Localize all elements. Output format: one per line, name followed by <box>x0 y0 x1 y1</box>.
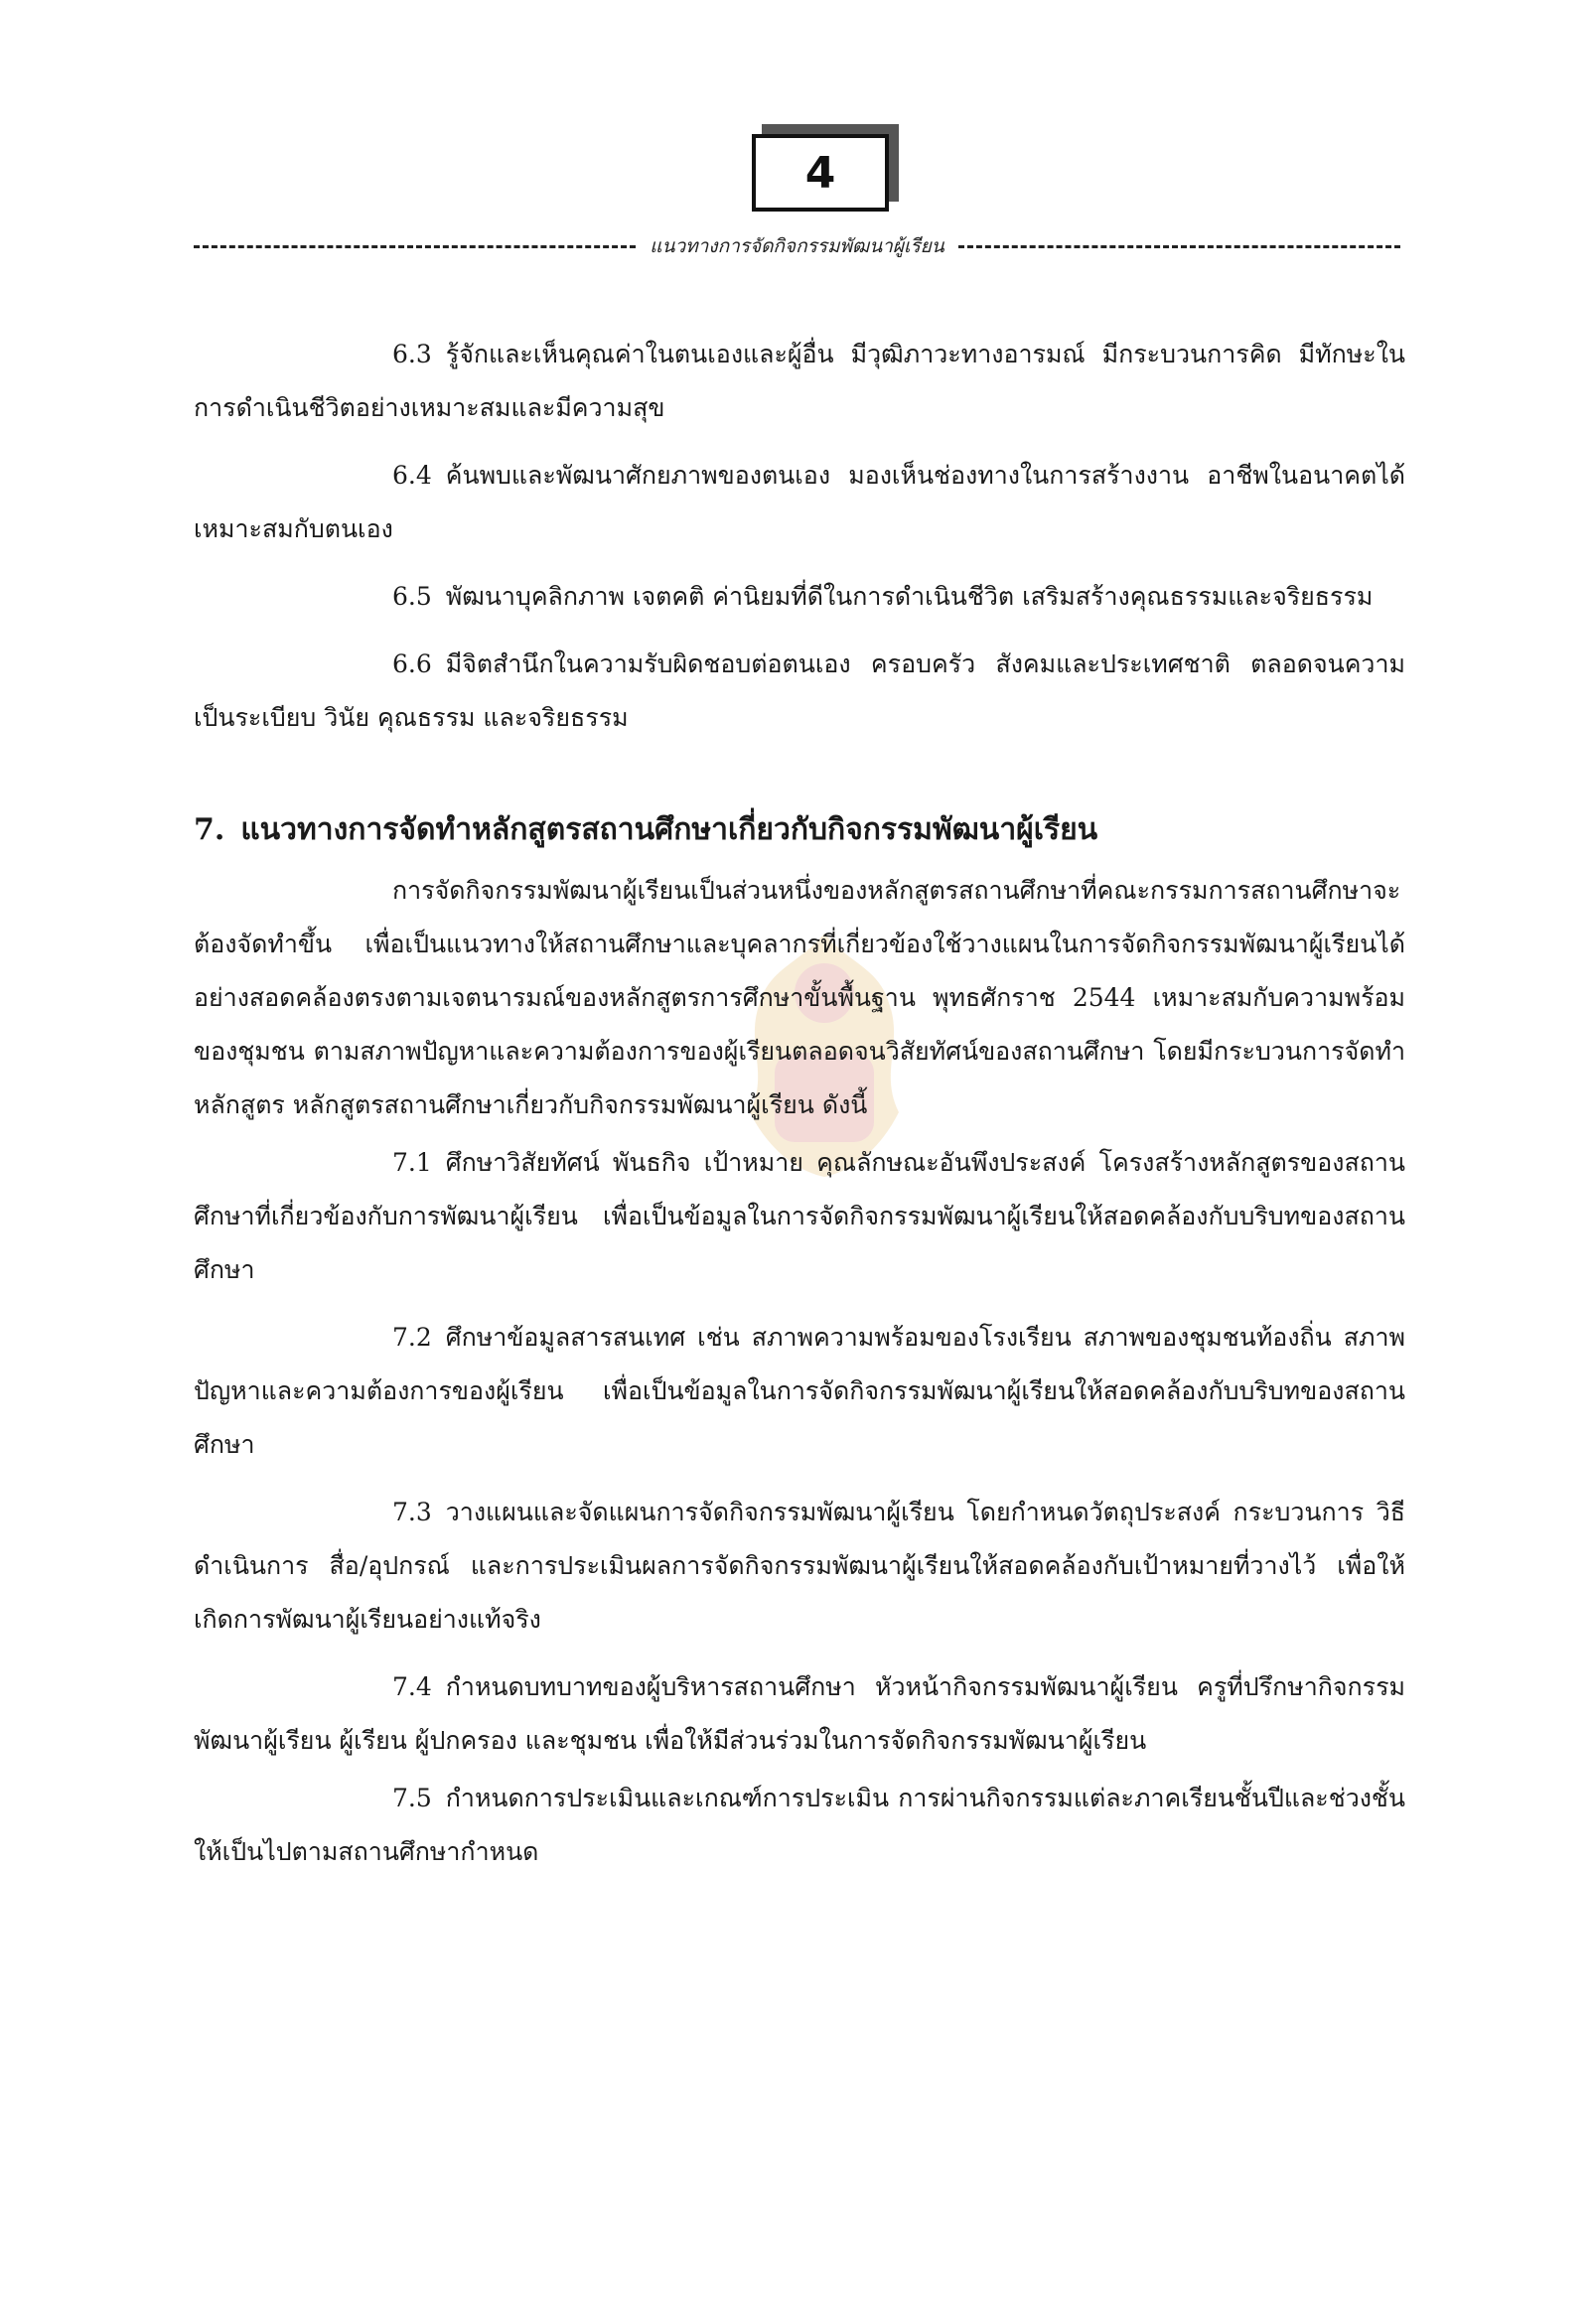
header-divider-right <box>958 245 1400 248</box>
item-6-6: 6.6 มีจิตสำนึกในความรับผิดชอบต่อตนเอง ครอบครัว สังคมและประเทศชาติ ตลอดจนความเป็นระเบียบ วินัย คุณธรรม และจริยธรรม <box>194 649 1405 732</box>
header-title: แนวทางการจัดกิจกรรมพัฒนาผู้เรียน <box>650 235 944 257</box>
item-6-4: 6.4 ค้นพบและพัฒนาศักยภาพของตนเอง มองเห็นช่องทางในการสร้างงาน อาชีพในอนาคตได้เหมาะสมกับตนเอง <box>194 461 1405 543</box>
section-7-intro: การจัดกิจกรรมพัฒนาผู้เรียนเป็นส่วนหนึ่งของหลักสูตรสถานศึกษาที่คณะกรรมการสถานศึกษาจะต้องจัดทำขึ้น เพื่อเป็นแนวทางให้สถานศึกษาและบุคลากรที่เกี่ยวข้องใช้วางแผนในการจัดกิจกรรมพัฒนาผู้เรียนได้อย่างสอดคล้องตรงตามเจตนารมณ์ของหลักสูตรการศึกษาขั้นพื้นฐาน พุทธศักราช 2544 เหมาะสมกับความพร้อมของชุมชน ตามสภาพปัญหาและความต้องการของผู้เรียนตลอดจนวิสัยทัศน์ของสถานศึกษา โดยมีกระบวนการจัดทำหลักสูตร หลักสูตรสถานศึกษาเกี่ยวกับกิจกรรมพัฒนาผู้เรียน ดังนี้ <box>194 876 1405 1119</box>
document-body <box>194 328 1405 1893</box>
page-number: 4 <box>804 147 836 199</box>
item-7-2: 7.2 ศึกษาข้อมูลสารสนเทศ เช่น สภาพความพร้อมของโรงเรียน สภาพของชุมชนท้องถิ่น สภาพปัญหาและความต้องการของผู้เรียน เพื่อเป็นข้อมูลในการจัดกิจกรรมพัฒนาผู้เรียนให้สอดคล้องกับบริบทของสถานศึกษา <box>194 1323 1405 1459</box>
item-6-5: 6.5 พัฒนาบุคลิกภาพ เจตคติ ค่านิยมที่ดีในการดำเนินชีวิต เสริมสร้างคุณธรรมและจริยธรรม <box>392 582 1374 611</box>
item-7-5: 7.5 กำหนดการประเมินและเกณฑ์การประเมิน การผ่านกิจกรรมแต่ละภาคเรียนชั้นปีและช่วงชั้นให้เป็นไปตามสถานศึกษากำหนด <box>194 1784 1405 1866</box>
page-number-box <box>752 134 889 212</box>
item-6-3: 6.3 รู้จักและเห็นคุณค่าในตนเองและผู้อื่น มีวุฒิภาวะทางอารมณ์ มีกระบวนการคิด มีทักษะในการดำเนินชีวิตอย่างเหมาะสมและมีความสุข <box>194 340 1405 422</box>
section-7-heading: 7. แนวทางการจัดทำหลักสูตรสถานศึกษาเกี่ยวกับกิจกรรมพัฒนาผู้เรียน <box>194 812 1098 847</box>
item-7-1: 7.1 ศึกษาวิสัยทัศน์ พันธกิจ เป้าหมาย คุณลักษณะอันพึงประสงค์ โครงสร้างหลักสูตรของสถานศึกษาที่เกี่ยวข้องกับการพัฒนาผู้เรียน เพื่อเป็นข้อมูลในการจัดกิจกรรมพัฒนาผู้เรียนให้สอดคล้องกับบริบทของสถานศึกษา <box>194 1148 1405 1284</box>
item-7-4: 7.4 กำหนดบทบาทของผู้บริหารสถานศึกษา หัวหน้ากิจกรรมพัฒนาผู้เรียน ครูที่ปรึกษากิจกรรมพัฒนาผู้เรียน ผู้เรียน ผู้ปกครอง และชุมชน เพื่อให้มีส่วนร่วมในการจัดกิจกรรมพัฒนาผู้เรียน <box>194 1672 1405 1755</box>
running-header <box>194 231 1400 261</box>
item-7-3: 7.3 วางแผนและจัดแผนการจัดกิจกรรมพัฒนาผู้เรียน โดยกำหนดวัตถุประสงค์ กระบวนการ วิธีดำเนินการ สื่อ/อุปกรณ์ และการประเมินผลการจัดกิจกรรมพัฒนาผู้เรียนให้สอดคล้องกับเป้าหมายที่วางไว้ เพื่อให้เกิดการพัฒนาผู้เรียนอย่างแท้จริง <box>194 1498 1405 1634</box>
header-divider-left <box>194 245 636 248</box>
